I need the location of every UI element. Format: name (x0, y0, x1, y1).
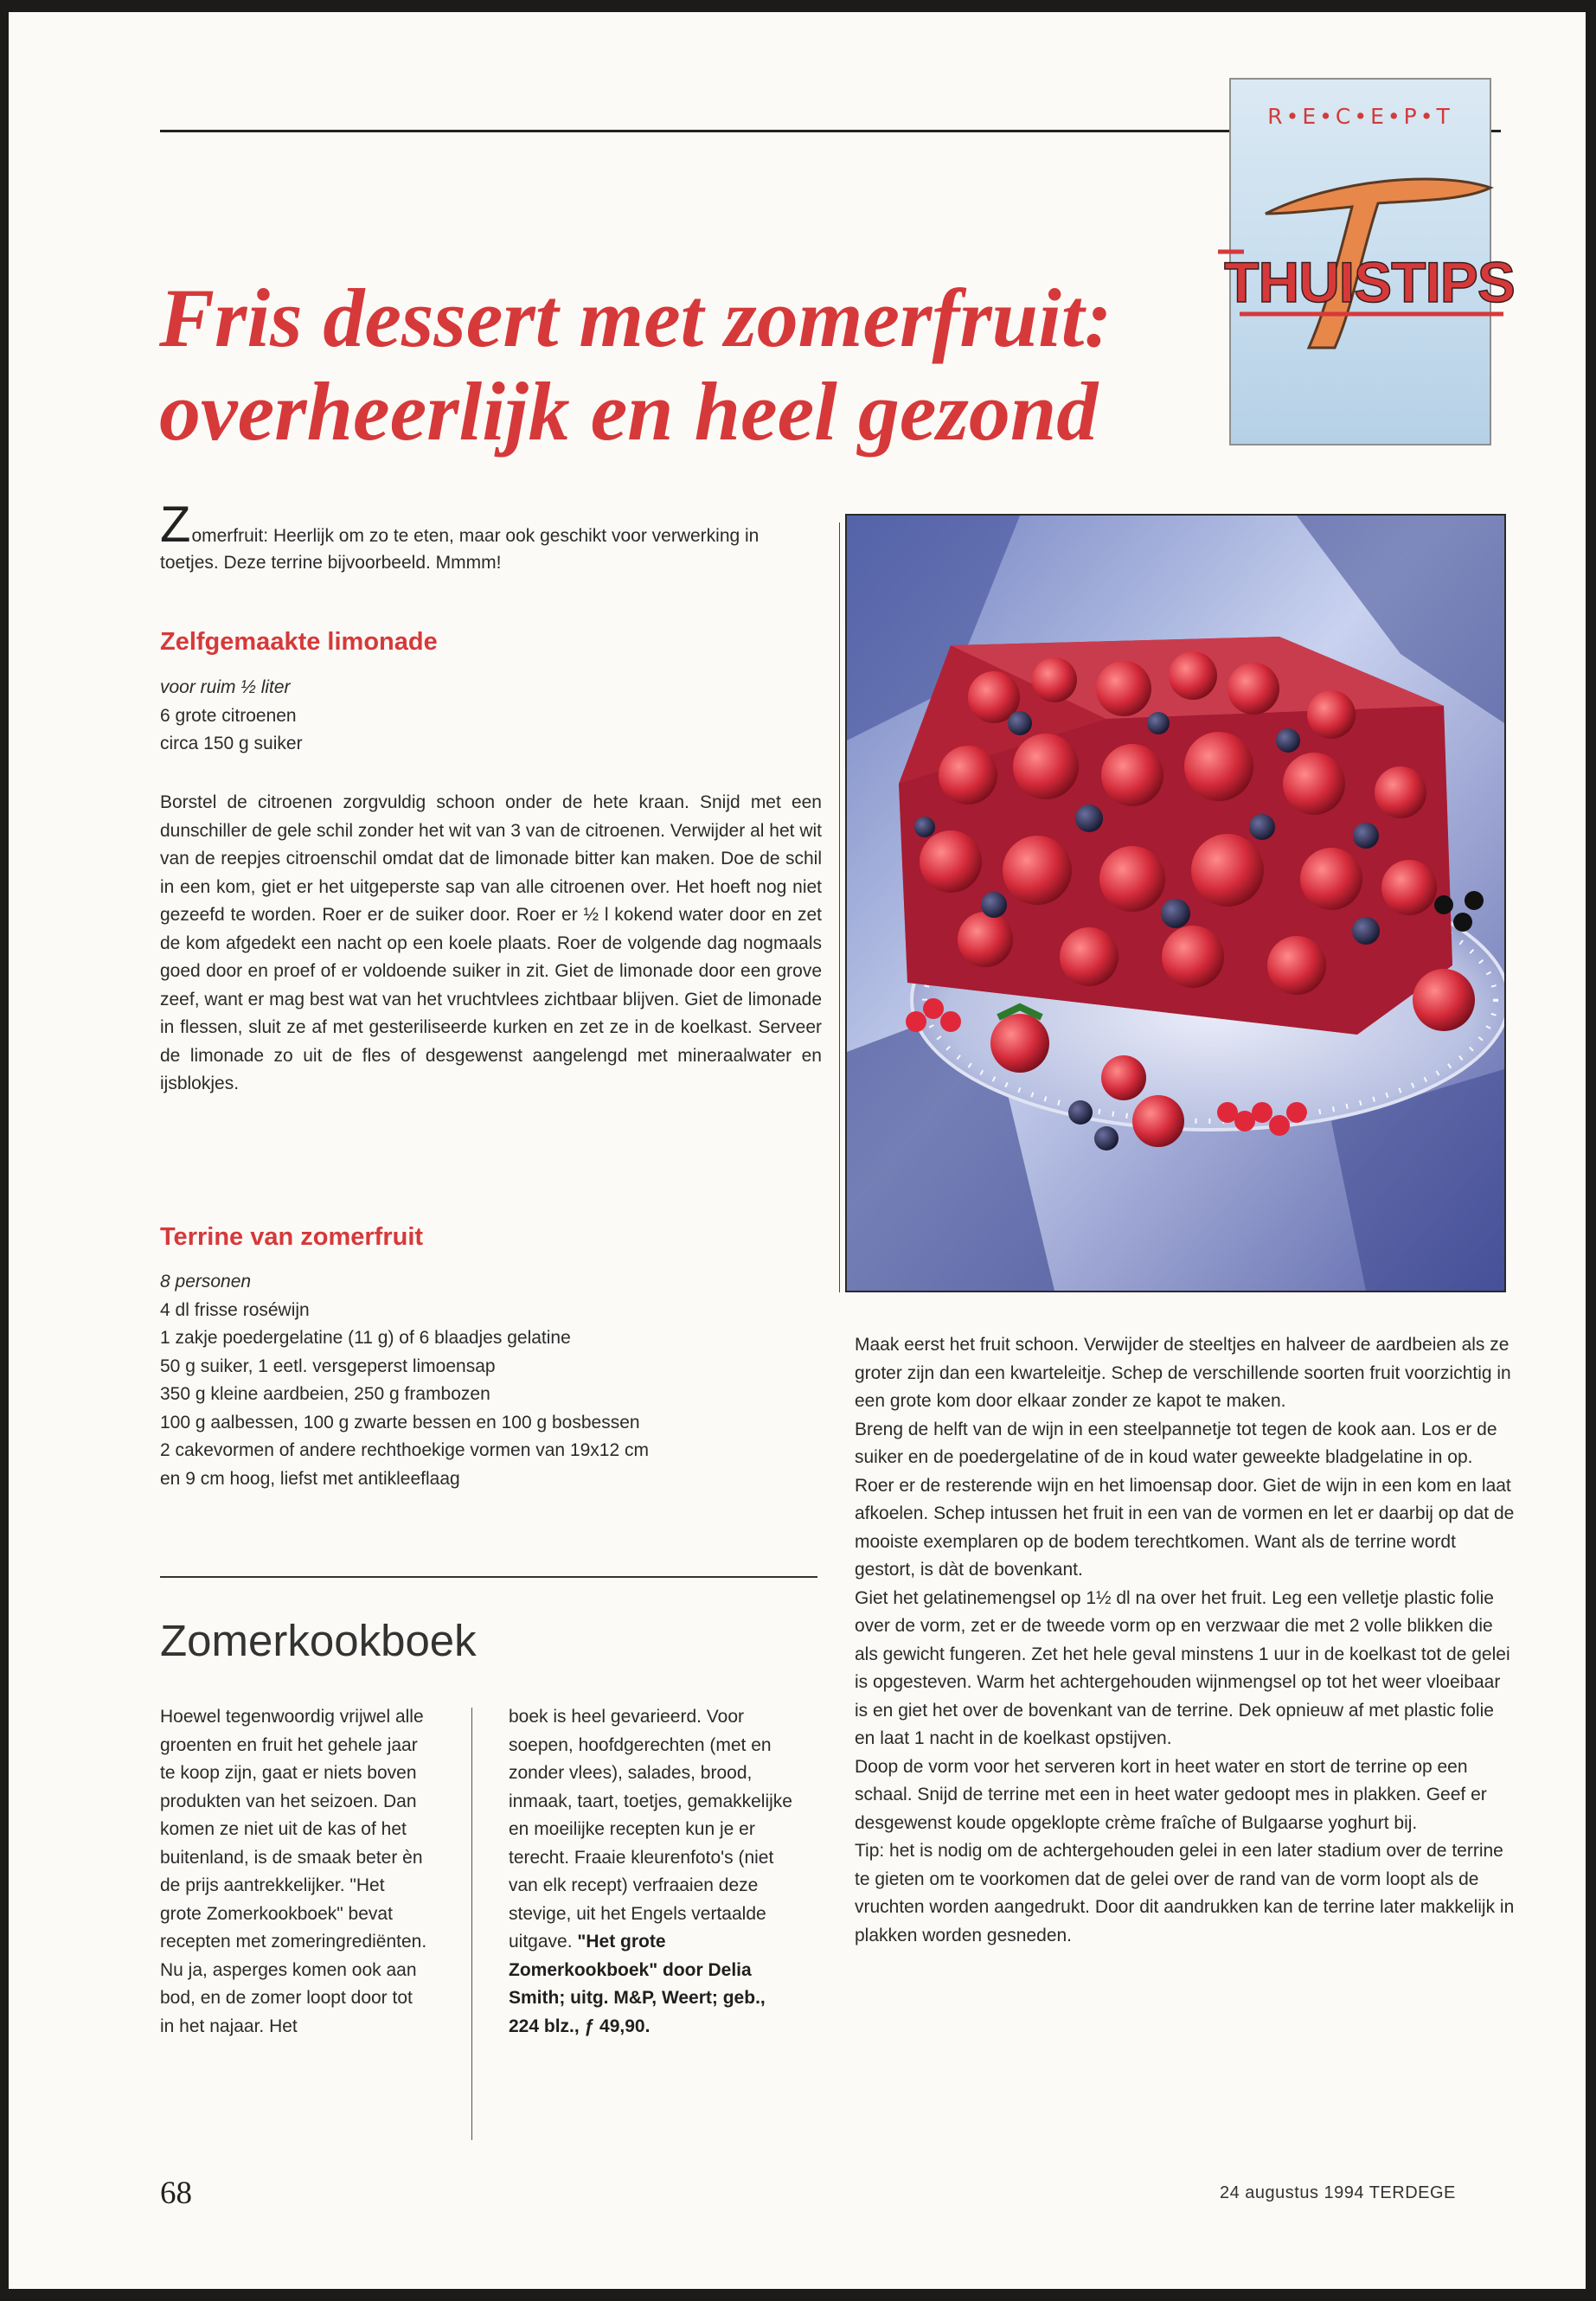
ingredient-line: 350 g kleine aardbeien, 250 g frambozen (160, 1384, 490, 1404)
book-column-divider (471, 1708, 472, 2140)
badge-label: R•E•C•E•P•T (1267, 104, 1453, 129)
ingredient-line: 2 cakevormen of andere rechthoekige vormen van 19x12 cm (160, 1440, 649, 1460)
ingredient-line: 50 g suiker, 1 eetl. versgeperst limoensap (160, 1356, 496, 1376)
terrine-method (855, 1331, 1516, 1950)
title-line-1: Fris dessert met zomerfruit: (159, 272, 1112, 364)
intro-text: omerfruit: Heerlijk om zo te eten, maar ook geschikt voor verwerking in toetjes. Deze terrine bijvoorbeeld. Mmmm! (160, 526, 760, 573)
method-paragraph: Doop de vorm voor het serveren kort in heet water en stort de terrine op een schaal. Snijd de terrine met een in heet water gedoopt mes in plakken. Geef er desgewenst koude opgeklopte crème fraîche of Bulgaarse yoghurt bij. (855, 1756, 1487, 1833)
thuistips-logo-icon (1205, 162, 1534, 369)
limonade-method: Borstel de citroenen zorgvuldig schoon onder de hete kraan. Snijd met een dunschiller de gele schil zonder het wit van 3 van de citroenen. Verwijder al het wit van de reepjes citroenschil omdat dat de limonade bitter kan maken. Doe de schil in een kom, giet er het uitgeperste sap van alle citroenen over. Het hoeft nog niet gezeefd te worden. Roer er de suiker door. Roer er ½ l kokend water door en zet de kom afgedekt een nacht op een koele plaats. Roer de volgende dag nogmaals goed door en proef of er voldoende suiker in zit. Giet de limonade door een grove zeef, want er mag best wat van het vruchtvlees zichtbaar blijven. Giet de limonade in flessen, sluit ze af met gesteriliseerde kurken en zet ze in de koelkast. Serveer de limonade zo uit de fles of desgewenst aangelengd met mineraalwater en ijsblokjes. (160, 792, 822, 1093)
method-paragraph: Breng de helft van de wijn in een steelpannetje tot tegen de kook aan. Los er de suiker en de poedergelatine of de in koud water geweekte bladgelatine in op. Roer er de resterende wijn en het limoensap door. Giet de wijn in een kom en laat afkoelen. Schep intussen het fruit in een van de vormen en let er daarbij op dat de mooiste exemplaren op de bodem terechtkomen. Want als de terrine wordt gestort, is dàt de bovenkant. (855, 1419, 1515, 1580)
limonade-ingredients (160, 674, 303, 759)
limonade-serving: voor ruim ½ liter (160, 677, 291, 697)
terrine-photo (845, 514, 1506, 1292)
book-citation: "Het grote Zomerkookboek" door Delia Smith; uitg. M&P, Weert; geb., 224 blz., ƒ 49,90. (509, 1932, 766, 2036)
method-paragraph: Maak eerst het fruit schoon. Verwijder de steeltjes en halveer de aardbeien als ze groter zijn dan een kwarteleitje. Schep de verschillende soorten fruit voorzichtig in een grote kom door elkaar zonder ze kapot te maken. (855, 1335, 1511, 1411)
page-number: 68 (160, 2176, 192, 2211)
article-title (159, 272, 1223, 458)
method-paragraph: Giet het gelatinemengsel op 1½ dl na over het fruit. Leg een velletje plastic folie over de vorm, zet er de tweede vorm op en verzwaar die met 2 volle blikken die als gewicht fungeren. Zet het hele geval minstens 1 uur in de koelkast tot de gelei is opgesteven. Warm het achtergehouden wijnmengsel op tot het weer vloeibaar is en giet het over de bovenkant van de terrine. Dek opnieuw af met plastic folie en laat 1 nacht in de koelkast opstijven. (855, 1587, 1510, 1748)
method-paragraph: Tip: het is nodig om de achtergehouden gelei in een later stadium over de terrine te gieten om te voorkomen dat de gelei over de rand van de vorm loopt als de vruchten worden aangedrukt. Door dit aandrukken kan de terrine later makkelijk in plakken worden gesneden. (855, 1841, 1515, 1945)
terrine-heading: Terrine van zomerfruit (160, 1223, 424, 1251)
ingredient-line: en 9 cm hoog, liefst met antikleeflaag (160, 1468, 460, 1489)
thuistips-badge (1224, 78, 1515, 445)
terrine-photo-image (847, 516, 1504, 1291)
ingredient-line: circa 150 g suiker (160, 734, 303, 753)
book-column-2 (509, 1703, 794, 2041)
ingredient-line: 4 dl frisse roséwijn (160, 1299, 310, 1320)
book-section-rule (160, 1576, 817, 1578)
ingredient-line: 1 zakje poedergelatine (11 g) of 6 blaadjes gelatine (160, 1328, 571, 1348)
intro-paragraph (160, 497, 822, 576)
svg-text:THUISTIPS: THUISTIPS (1224, 250, 1515, 314)
book-column-2-text: boek is heel gevarieerd. Voor soepen, hoofdgerechten (met en zonder vlees), salades, brood, inmaak, taart, toetjes, gemakkelijke en moeilijke recepten kun je er terecht. Fraaie kleurenfoto's (niet van elk recept) verfraaien deze stevige, uit het Engels vertaalde uitgave. (509, 1707, 792, 1952)
magazine-page (9, 12, 1586, 2289)
terrine-ingredients (160, 1268, 649, 1493)
title-line-2: overheerlijk en heel gezond (159, 365, 1099, 458)
book-title: Zomerkookboek (160, 1616, 477, 1665)
book-column-1: Hoewel tegenwoordig vrijwel alle groenten en fruit het gehele jaar te koop zijn, gaat er niets boven produkten van het seizoen. Dan komen ze niet uit de kas of het buitenland, is de smaak beter èn de prijs aantrekkelijker. "Het grote Zomerkookboek" bevat recepten met zomeringrediënten. Nu ja, asperges komen ook aan bod, en de zomer loopt door tot in het najaar. Het (160, 1707, 427, 2036)
footer-date-line: 24 augustus 1994 TERDEGE (1220, 2183, 1456, 2202)
limonade-heading: Zelfgemaakte limonade (160, 628, 438, 656)
column-divider (839, 522, 840, 1292)
ingredient-line: 100 g aalbessen, 100 g zwarte bessen en 100 g bosbessen (160, 1412, 640, 1433)
terrine-serving: 8 personen (160, 1272, 252, 1292)
dropcap: Z (160, 497, 191, 553)
ingredient-line: 6 grote citroenen (160, 705, 297, 726)
